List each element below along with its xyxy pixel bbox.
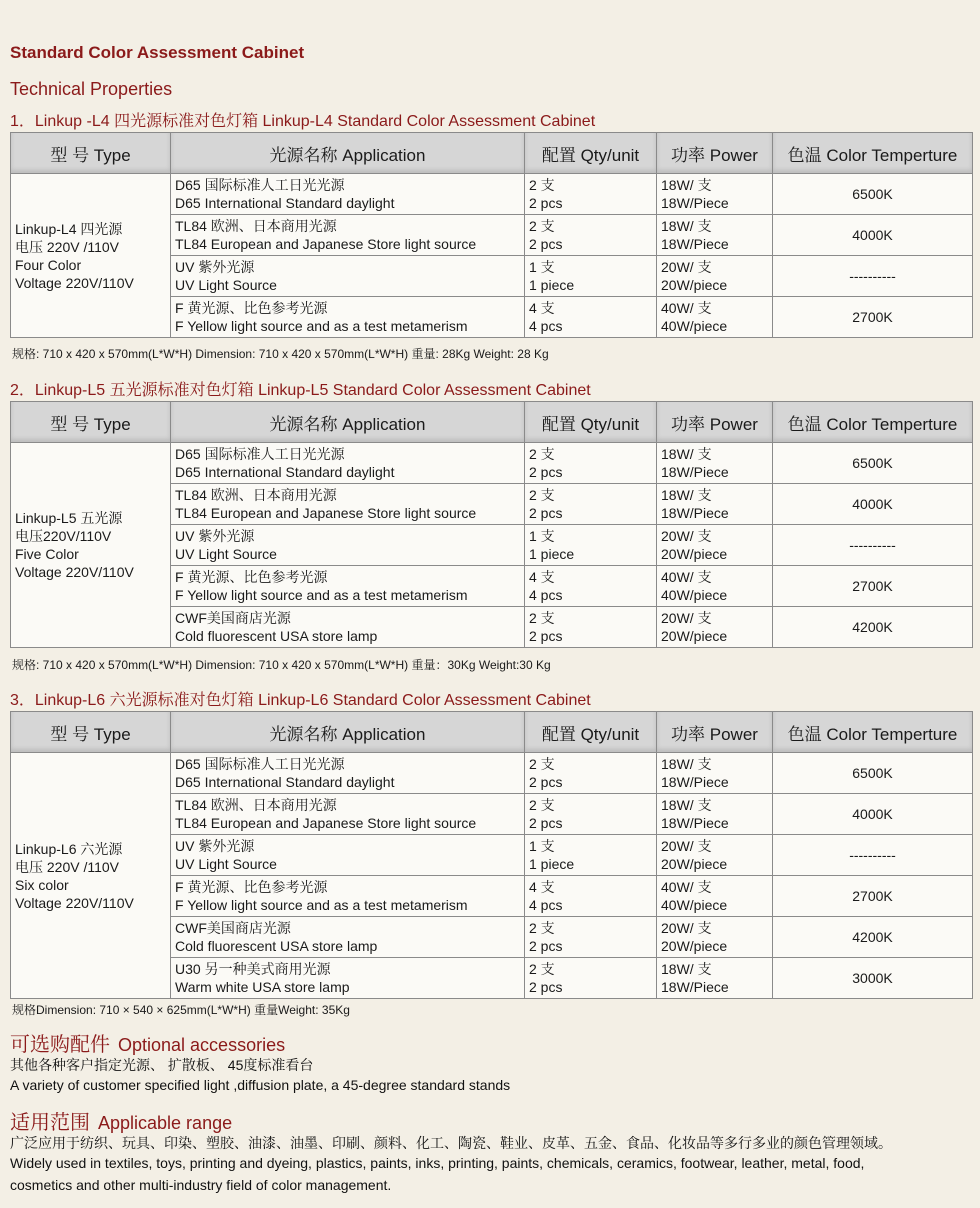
spec-table-l6 xyxy=(10,711,973,999)
table-header-row xyxy=(11,712,973,753)
color-temperature-cell: 6500K xyxy=(773,174,973,215)
quantity-en: 2 pcs xyxy=(529,774,563,790)
model-cell xyxy=(11,443,171,648)
color-temperature-cell: ---------- xyxy=(773,256,973,297)
application-en: F Yellow light source and as a test metamerism xyxy=(175,318,468,334)
application-zh: D65 国际标准人工日光光源 xyxy=(175,446,345,462)
power-en: 18W/Piece xyxy=(661,815,729,831)
column-header: 功率 Power xyxy=(657,712,773,753)
range-text-zh: 广泛应用于纺织、玩具、印染、塑胶、油漆、油墨、印刷、颜料、化工、陶瓷、鞋业、皮革、五金、食品、化妆品等多行多业的颜色管理领域。 xyxy=(10,1135,892,1151)
application-en: UV Light Source xyxy=(175,546,277,562)
power-cell xyxy=(657,835,773,876)
quantity-cell xyxy=(525,917,657,958)
quantity-zh: 2 支 xyxy=(529,218,555,234)
column-header: 色温 Color Temperture xyxy=(773,133,973,174)
quantity-en: 4 pcs xyxy=(529,587,563,603)
application-cell xyxy=(171,835,525,876)
quantity-en: 2 pcs xyxy=(529,195,563,211)
power-cell xyxy=(657,917,773,958)
quantity-cell xyxy=(525,607,657,648)
quantity-en: 2 pcs xyxy=(529,505,563,521)
section-heading: 1．Linkup -L4 四光源标准对色灯箱 Linkup-L4 Standard Color Assessment Cabinet xyxy=(10,113,596,130)
optional-accessories-heading xyxy=(10,1028,285,1057)
color-temperature-cell: ---------- xyxy=(773,835,973,876)
column-header: 光源名称 Application xyxy=(171,402,525,443)
power-en: 20W/piece xyxy=(661,856,728,872)
application-zh: U30 另一种美式商用光源 xyxy=(175,961,331,977)
spec-table-l5 xyxy=(10,401,973,648)
power-zh: 40W/ 支 xyxy=(661,569,712,585)
application-en: UV Light Source xyxy=(175,856,277,872)
application-cell xyxy=(171,174,525,215)
application-cell xyxy=(171,958,525,999)
power-en: 20W/piece xyxy=(661,628,728,644)
heading-en: Optional accessories xyxy=(118,1035,286,1055)
power-zh: 18W/ 支 xyxy=(661,446,712,462)
power-cell xyxy=(657,484,773,525)
page-title: Standard Color Assessment Cabinet xyxy=(10,43,305,62)
application-zh: UV 紫外光源 xyxy=(175,528,255,544)
power-cell xyxy=(657,794,773,835)
color-temperature-cell: 4200K xyxy=(773,607,973,648)
table-row xyxy=(11,443,973,484)
power-zh: 20W/ 支 xyxy=(661,610,712,626)
color-temperature-cell: 2700K xyxy=(773,297,973,338)
heading-zh: 适用范围 xyxy=(10,1112,90,1134)
application-cell xyxy=(171,256,525,297)
column-header: 配置 Qty/unit xyxy=(525,133,657,174)
power-cell xyxy=(657,215,773,256)
power-en: 18W/Piece xyxy=(661,195,729,211)
model-line: Five Color xyxy=(15,546,79,562)
page-subtitle: Technical Properties xyxy=(10,79,173,99)
application-zh: D65 国际标准人工日光光源 xyxy=(175,756,345,772)
model-line: Voltage 220V/110V xyxy=(15,894,134,911)
application-cell xyxy=(171,484,525,525)
application-en: Cold fluorescent USA store lamp xyxy=(175,938,378,954)
power-cell xyxy=(657,566,773,607)
application-zh: CWF美国商店光源 xyxy=(175,610,291,626)
application-en: F Yellow light source and as a test metamerism xyxy=(175,897,468,913)
model-cell xyxy=(11,174,171,338)
column-header: 配置 Qty/unit xyxy=(525,402,657,443)
power-en: 18W/Piece xyxy=(661,236,729,252)
quantity-en: 2 pcs xyxy=(529,236,563,252)
column-header: 型 号 Type xyxy=(11,133,171,174)
model-cell xyxy=(11,753,171,999)
application-zh: F 黄光源、比色参考光源 xyxy=(175,879,328,895)
quantity-zh: 2 支 xyxy=(529,177,555,193)
power-zh: 18W/ 支 xyxy=(661,177,712,193)
model-line: 电压 220V /110V xyxy=(15,858,120,875)
power-en: 20W/piece xyxy=(661,277,728,293)
quantity-cell xyxy=(525,215,657,256)
power-en: 40W/piece xyxy=(661,587,728,603)
section-heading: 3．Linkup-L6 六光源标准对色灯箱 Linkup-L6 Standard Color Assessment Cabinet xyxy=(10,692,591,709)
quantity-en: 1 piece xyxy=(529,546,575,562)
quantity-en: 2 pcs xyxy=(529,628,563,644)
column-header: 功率 Power xyxy=(657,133,773,174)
power-zh: 40W/ 支 xyxy=(661,879,712,895)
quantity-en: 2 pcs xyxy=(529,979,563,995)
power-zh: 18W/ 支 xyxy=(661,218,712,234)
power-en: 20W/piece xyxy=(661,938,728,954)
quantity-en: 4 pcs xyxy=(529,897,563,913)
quantity-zh: 4 支 xyxy=(529,569,555,585)
color-temperature-cell: 2700K xyxy=(773,876,973,917)
quantity-en: 1 piece xyxy=(529,277,575,293)
model-line: Linkup-L6 六光源 xyxy=(15,840,123,857)
power-zh: 18W/ 支 xyxy=(661,961,712,977)
quantity-zh: 1 支 xyxy=(529,528,555,544)
table-header-row xyxy=(11,133,973,174)
power-en: 40W/piece xyxy=(661,318,728,334)
quantity-cell xyxy=(525,958,657,999)
power-en: 40W/piece xyxy=(661,897,728,913)
quantity-zh: 2 支 xyxy=(529,446,555,462)
model-line: 电压220V/110V xyxy=(15,528,112,544)
table-header-row xyxy=(11,402,973,443)
spec-line: 规格: 710 x 420 x 570mm(L*W*H) Dimension: 710 x 420 x 570mm(L*W*H) 重量：30Kg Weight:30 Kg xyxy=(12,658,551,672)
power-zh: 18W/ 支 xyxy=(661,487,712,503)
column-header: 配置 Qty/unit xyxy=(525,712,657,753)
application-cell xyxy=(171,297,525,338)
power-zh: 18W/ 支 xyxy=(661,756,712,772)
power-cell xyxy=(657,256,773,297)
power-cell xyxy=(657,876,773,917)
application-en: D65 International Standard daylight xyxy=(175,464,395,480)
color-temperature-cell: 2700K xyxy=(773,566,973,607)
color-temperature-cell: 4200K xyxy=(773,917,973,958)
application-en: D65 International Standard daylight xyxy=(175,774,395,790)
quantity-cell xyxy=(525,297,657,338)
quantity-cell xyxy=(525,443,657,484)
application-zh: D65 国际标准人工日光光源 xyxy=(175,177,345,193)
power-en: 18W/Piece xyxy=(661,505,729,521)
power-en: 18W/Piece xyxy=(661,774,729,790)
optional-text-zh: 其他各种客户指定光源、 扩散板、 45度标准看台 xyxy=(10,1057,314,1073)
quantity-zh: 2 支 xyxy=(529,920,555,936)
application-cell xyxy=(171,753,525,794)
application-zh: F 黄光源、比色参考光源 xyxy=(175,569,328,585)
application-zh: TL84 欧洲、日本商用光源 xyxy=(175,487,337,503)
application-cell xyxy=(171,917,525,958)
power-zh: 20W/ 支 xyxy=(661,920,712,936)
quantity-en: 2 pcs xyxy=(529,938,563,954)
column-header: 色温 Color Temperture xyxy=(773,712,973,753)
quantity-en: 1 piece xyxy=(529,856,575,872)
heading-en: Applicable range xyxy=(98,1113,233,1133)
application-cell xyxy=(171,443,525,484)
quantity-en: 2 pcs xyxy=(529,464,563,480)
quantity-zh: 2 支 xyxy=(529,487,555,503)
application-zh: F 黄光源、比色参考光源 xyxy=(175,300,328,316)
application-cell xyxy=(171,215,525,256)
quantity-zh: 2 支 xyxy=(529,756,555,772)
color-temperature-cell: ---------- xyxy=(773,525,973,566)
power-zh: 18W/ 支 xyxy=(661,797,712,813)
power-cell xyxy=(657,297,773,338)
range-text-en-1: Widely used in textiles, toys, printing and dyeing, plastics, paints, inks, printing, paints, chemicals, ceramics, footwear, leather, metal, food, xyxy=(10,1155,865,1171)
heading-zh: 可选购配件 xyxy=(10,1034,110,1056)
application-zh: TL84 欧洲、日本商用光源 xyxy=(175,797,337,813)
applicable-range-heading xyxy=(10,1106,232,1135)
quantity-cell xyxy=(525,525,657,566)
quantity-zh: 2 支 xyxy=(529,610,555,626)
quantity-cell xyxy=(525,794,657,835)
quantity-zh: 4 支 xyxy=(529,300,555,316)
power-cell xyxy=(657,174,773,215)
quantity-en: 2 pcs xyxy=(529,815,563,831)
quantity-zh: 1 支 xyxy=(529,259,555,275)
quantity-en: 4 pcs xyxy=(529,318,563,334)
application-cell xyxy=(171,876,525,917)
application-en: Warm white USA store lamp xyxy=(175,979,350,995)
model-line: Six color xyxy=(15,876,69,893)
model-line: 电压 220V /110V xyxy=(15,238,120,255)
model-line: Voltage 220V/110V xyxy=(15,564,134,580)
color-temperature-cell: 4000K xyxy=(773,794,973,835)
application-en: F Yellow light source and as a test metamerism xyxy=(175,587,468,603)
quantity-zh: 2 支 xyxy=(529,961,555,977)
power-en: 20W/piece xyxy=(661,546,728,562)
column-header: 光源名称 Application xyxy=(171,712,525,753)
column-header: 功率 Power xyxy=(657,402,773,443)
color-temperature-cell: 4000K xyxy=(773,215,973,256)
quantity-cell xyxy=(525,876,657,917)
quantity-zh: 1 支 xyxy=(529,838,555,854)
color-temperature-cell: 3000K xyxy=(773,958,973,999)
optional-text-en: A variety of customer specified light ,diffusion plate, a 45-degree standard stands xyxy=(10,1077,511,1093)
power-zh: 20W/ 支 xyxy=(661,528,712,544)
power-cell xyxy=(657,753,773,794)
model-line: Linkup-L4 四光源 xyxy=(15,220,123,237)
quantity-cell xyxy=(525,256,657,297)
application-en: TL84 European and Japanese Store light source xyxy=(175,505,477,521)
power-en: 18W/Piece xyxy=(661,464,729,480)
column-header: 型 号 Type xyxy=(11,712,171,753)
spec-line: 规格: 710 x 420 x 570mm(L*W*H) Dimension: 710 x 420 x 570mm(L*W*H) 重量: 28Kg Weight: 28 Kg xyxy=(12,347,549,361)
application-cell xyxy=(171,607,525,648)
application-cell xyxy=(171,525,525,566)
table-row xyxy=(11,174,973,215)
quantity-cell xyxy=(525,835,657,876)
power-cell xyxy=(657,607,773,648)
application-zh: UV 紫外光源 xyxy=(175,838,255,854)
quantity-cell xyxy=(525,753,657,794)
column-header: 光源名称 Application xyxy=(171,133,525,174)
power-zh: 40W/ 支 xyxy=(661,300,712,316)
spec-table-l4 xyxy=(10,132,973,338)
color-temperature-cell: 6500K xyxy=(773,443,973,484)
application-cell xyxy=(171,794,525,835)
power-cell xyxy=(657,443,773,484)
model-line: Voltage 220V/110V xyxy=(15,274,134,291)
power-cell xyxy=(657,525,773,566)
color-temperature-cell: 6500K xyxy=(773,753,973,794)
power-cell xyxy=(657,958,773,999)
spec-line: 规格Dimension: 710 × 540 × 625mm(L*W*H) 重量Weight: 35Kg xyxy=(12,1003,350,1017)
model-line: Four Color xyxy=(15,256,82,273)
power-zh: 20W/ 支 xyxy=(661,838,712,854)
quantity-cell xyxy=(525,484,657,525)
section-heading: 2．Linkup-L5 五光源标准对色灯箱 Linkup-L5 Standard Color Assessment Cabinet xyxy=(10,382,591,399)
quantity-cell xyxy=(525,566,657,607)
application-zh: TL84 欧洲、日本商用光源 xyxy=(175,218,337,234)
column-header: 型 号 Type xyxy=(11,402,171,443)
application-cell xyxy=(171,566,525,607)
application-en: UV Light Source xyxy=(175,277,277,293)
application-en: D65 International Standard daylight xyxy=(175,195,395,211)
power-en: 18W/Piece xyxy=(661,979,729,995)
application-en: Cold fluorescent USA store lamp xyxy=(175,628,378,644)
quantity-cell xyxy=(525,174,657,215)
column-header: 色温 Color Temperture xyxy=(773,402,973,443)
power-zh: 20W/ 支 xyxy=(661,259,712,275)
application-en: TL84 European and Japanese Store light source xyxy=(175,815,477,831)
application-zh: CWF美国商店光源 xyxy=(175,920,291,936)
color-temperature-cell: 4000K xyxy=(773,484,973,525)
quantity-zh: 2 支 xyxy=(529,797,555,813)
table-row xyxy=(11,753,973,794)
application-zh: UV 紫外光源 xyxy=(175,259,255,275)
model-line: Linkup-L5 五光源 xyxy=(15,510,123,526)
application-en: TL84 European and Japanese Store light source xyxy=(175,236,477,252)
range-text-en-2: cosmetics and other multi-industry field of color management. xyxy=(10,1177,392,1193)
quantity-zh: 4 支 xyxy=(529,879,555,895)
